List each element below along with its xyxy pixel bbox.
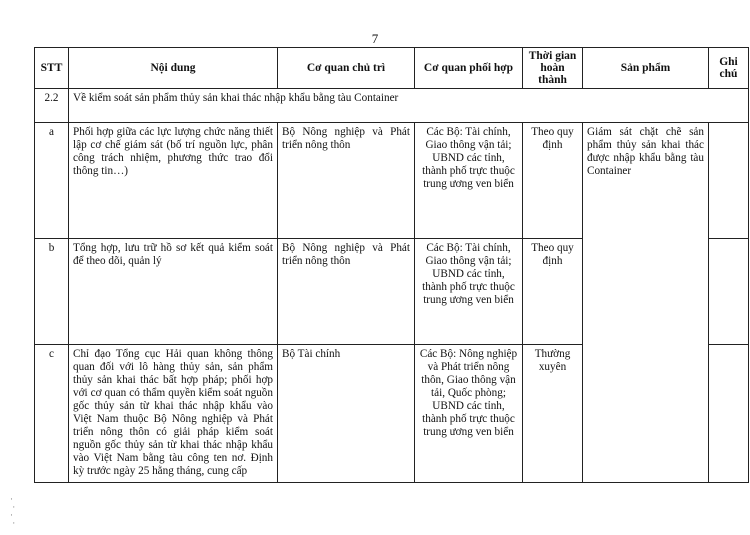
row-content: Tổng hợp, lưu trữ hồ sơ kết quả kiểm soát để theo dõi, quản lý [69, 239, 278, 345]
table-row [35, 123, 749, 239]
action-plan-table [34, 47, 749, 483]
header-note: Ghi chú [709, 48, 749, 89]
row-completion-time: Theo quy định [523, 239, 583, 345]
row-lead-agency: Bộ Nông nghiệp và Phát triển nông thôn [278, 239, 415, 345]
section-title: Về kiểm soát sản phẩm thủy sản khai thác nhập khẩu bằng tàu Container [69, 89, 749, 123]
row-completion-time: Thường xuyên [523, 345, 583, 483]
row-completion-time: Theo quy định [523, 123, 583, 239]
row-note [709, 345, 749, 483]
section-number: 2.2 [35, 89, 69, 123]
header-row [35, 48, 749, 89]
row-note [709, 239, 749, 345]
row-stt: b [35, 239, 69, 345]
row-coordinating-agency: Các Bộ: Tài chính, Giao thông vận tải; UBND các tỉnh, thành phố trực thuộc trung ương ven biển [415, 239, 523, 345]
scan-specks: · · · · [10, 494, 16, 528]
section-row [35, 89, 749, 123]
page-number: 7 [371, 31, 379, 46]
row-content: Chỉ đạo Tổng cục Hải quan không thông quan đối với lô hàng thủy sản, sản phẩm thủy sản khai thác bất hợp pháp; phối hợp với cơ quan có thẩm quyền kiểm soát nguồn gốc thủy sản từ khai thác nhập khẩu vào Việt Nam thuộc Bộ Nông nghiệp và Phát triển nông thôn có giải pháp kiểm soát nguồn gốc thủy sản từ khai thác nhập khẩu vào Việt Nam bằng tàu công ten nơ. Định kỳ trước ngày 25 hằng tháng, cung cấp [69, 345, 278, 483]
row-product: Giám sát chặt chẽ sản phẩm thủy sản khai thác được nhập khẩu bằng tàu Container [583, 123, 709, 483]
row-note [709, 123, 749, 239]
header-stt: STT [35, 48, 69, 89]
header-content: Nội dung [69, 48, 278, 89]
header-completion-time: Thời gian hoàn thành [523, 48, 583, 89]
header-lead-agency: Cơ quan chủ trì [278, 48, 415, 89]
row-coordinating-agency: Các Bộ: Nông nghiệp và Phát triển nông thôn, Giao thông vận tải, Quốc phòng; UBND các tỉnh, thành phố trực thuộc trung ương ven biển [415, 345, 523, 483]
row-coordinating-agency: Các Bộ: Tài chính, Giao thông vận tải; UBND các tỉnh, thành phố trực thuộc trung ương ven biển [415, 123, 523, 239]
row-lead-agency: Bộ Nông nghiệp và Phát triển nông thôn [278, 123, 415, 239]
row-stt: c [35, 345, 69, 483]
row-lead-agency: Bộ Tài chính [278, 345, 415, 483]
header-product: Sản phẩm [583, 48, 709, 89]
row-content: Phối hợp giữa các lực lượng chức năng thiết lập cơ chế giám sát (bố trí nguồn lực, phân công trách nhiệm, phương thức trao đổi thông tin…) [69, 123, 278, 239]
header-coordinating-agency: Cơ quan phối hợp [415, 48, 523, 89]
row-stt: a [35, 123, 69, 239]
